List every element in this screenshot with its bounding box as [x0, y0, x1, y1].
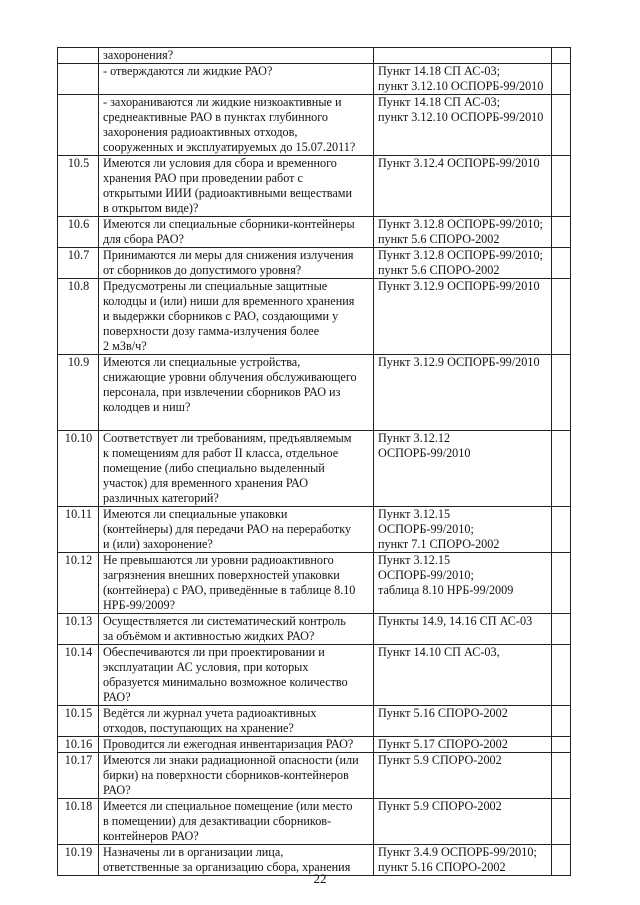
row-mark-cell	[552, 553, 571, 614]
row-reference: Пункт 3.12.9 ОСПОРБ-99/2010	[374, 279, 552, 355]
row-reference: Пункт 3.12.8 ОСПОРБ-99/2010; пункт 5.6 СПОРО-2002	[374, 217, 552, 248]
row-question: Имеются ли знаки радиационной опасности (или бирки) на поверхности сборников-контейнеров РАО?	[99, 753, 374, 799]
table-row	[58, 248, 571, 279]
row-number: 10.13	[58, 614, 99, 645]
row-question: Принимаются ли меры для снижения излучения от сборников до допустимого уровня?	[99, 248, 374, 279]
row-reference: Пункт 3.12.4 ОСПОРБ-99/2010	[374, 156, 552, 217]
row-question: Не превышаются ли уровни радиоактивного загрязнения внешних поверхностей упаковки (контейнера) с РАО, приведённые в таблице 8.10 НРБ-99/2009?	[99, 553, 374, 614]
row-question: Обеспечиваются ли при проектировании и эксплуатации АС условия, при которых образуется минимально возможное количество РАО?	[99, 645, 374, 706]
row-reference: Пункт 5.16 СПОРО-2002	[374, 706, 552, 737]
row-reference: Пункт 3.4.9 ОСПОРБ-99/2010; пункт 5.16 СПОРО-2002	[374, 845, 552, 876]
row-mark-cell	[552, 753, 571, 799]
row-question: захоронения?	[99, 48, 374, 64]
checklist-table	[57, 47, 571, 876]
row-number: 10.7	[58, 248, 99, 279]
table-row	[58, 737, 571, 753]
row-mark-cell	[552, 64, 571, 95]
row-number: 10.18	[58, 799, 99, 845]
row-number: 10.11	[58, 507, 99, 553]
row-question: Имеются ли специальные упаковки (контейнеры) для передачи РАО на переработку и (или) захоронение?	[99, 507, 374, 553]
row-mark-cell	[552, 156, 571, 217]
checklist-body	[58, 48, 571, 876]
row-question: Проводится ли ежегодная инвентаризация РАО?	[99, 737, 374, 753]
row-number: 10.17	[58, 753, 99, 799]
row-number: 10.12	[58, 553, 99, 614]
row-mark-cell	[552, 507, 571, 553]
row-reference: Пункт 3.12.15 ОСПОРБ-99/2010; пункт 7.1 СПОРО-2002	[374, 507, 552, 553]
row-mark-cell	[552, 248, 571, 279]
row-mark-cell	[552, 355, 571, 431]
table-row	[58, 614, 571, 645]
row-mark-cell	[552, 279, 571, 355]
row-reference: Пункт 3.12.8 ОСПОРБ-99/2010; пункт 5.6 СПОРО-2002	[374, 248, 552, 279]
row-mark-cell	[552, 431, 571, 507]
row-number: 10.14	[58, 645, 99, 706]
row-question: Назначены ли в организации лица, ответственные за организацию сбора, хранения	[99, 845, 374, 876]
row-reference: Пункт 14.18 СП АС-03; пункт 3.12.10 ОСПОРБ-99/2010	[374, 64, 552, 95]
row-question: Имеются ли специальные сборники-контейнеры для сбора РАО?	[99, 217, 374, 248]
row-number: 10.19	[58, 845, 99, 876]
row-number	[58, 64, 99, 95]
row-number: 10.6	[58, 217, 99, 248]
row-reference: Пункт 14.18 СП АС-03; пункт 3.12.10 ОСПОРБ-99/2010	[374, 95, 552, 156]
row-question: Ведётся ли журнал учета радиоактивных отходов, поступающих на хранение?	[99, 706, 374, 737]
row-number: 10.16	[58, 737, 99, 753]
row-question: Имеются ли условия для сбора и временного хранения РАО при проведении работ с открытыми ИИИ (радиоактивными веществами в открытом виде)?	[99, 156, 374, 217]
page-number: 22	[313, 871, 327, 886]
table-row	[58, 507, 571, 553]
table-row	[58, 48, 571, 64]
row-question: - захораниваются ли жидкие низкоактивные и среднеактивные РАО в пунктах глубинного захоронения радиоактивных отходов, сооруженных и эксплуатируемых до 15.07.2011?	[99, 95, 374, 156]
row-number: 10.5	[58, 156, 99, 217]
row-reference: Пункт 3.12.12 ОСПОРБ-99/2010	[374, 431, 552, 507]
row-mark-cell	[552, 706, 571, 737]
row-question: Имеется ли специальное помещение (или место в помещении) для дезактивации сборников- контейнеров РАО?	[99, 799, 374, 845]
table-row	[58, 279, 571, 355]
table-row	[58, 217, 571, 248]
table-row	[58, 706, 571, 737]
row-question: Имеются ли специальные устройства, снижающие уровни облучения обслуживающего персонала, при извлечении сборников РАО из колодцев и ниш?	[99, 355, 374, 431]
row-question: Осуществляется ли систематический контроль за объёмом и активностью жидких РАО?	[99, 614, 374, 645]
table-row	[58, 156, 571, 217]
row-mark-cell	[552, 95, 571, 156]
row-mark-cell	[552, 217, 571, 248]
row-question: Соответствует ли требованиям, предъявляемым к помещениям для работ II класса, отдельное помещение (либо специально выделенный участок) для временного хранения РАО различных категорий?	[99, 431, 374, 507]
row-reference: Пункт 5.9 СПОРО-2002	[374, 753, 552, 799]
row-number	[58, 48, 99, 64]
row-reference: Пункт 5.9 СПОРО-2002	[374, 799, 552, 845]
row-reference: Пункт 3.12.15 ОСПОРБ-99/2010; таблица 8.10 НРБ-99/2009	[374, 553, 552, 614]
row-question: Предусмотрены ли специальные защитные колодцы и (или) ниши для временного хранения и выдержки сборников с РАО, создающими у поверхности дозу гамма-излучения более 2 мЗв/ч?	[99, 279, 374, 355]
table-row	[58, 95, 571, 156]
row-reference: Пункт 3.12.9 ОСПОРБ-99/2010	[374, 355, 552, 431]
table-row	[58, 431, 571, 507]
table-row	[58, 553, 571, 614]
table-row	[58, 645, 571, 706]
row-number: 10.9	[58, 355, 99, 431]
table-row	[58, 355, 571, 431]
row-mark-cell	[552, 614, 571, 645]
row-question: - отверждаются ли жидкие РАО?	[99, 64, 374, 95]
row-mark-cell	[552, 737, 571, 753]
table-row	[58, 64, 571, 95]
row-mark-cell	[552, 799, 571, 845]
row-reference: Пункт 5.17 СПОРО-2002	[374, 737, 552, 753]
row-number	[58, 95, 99, 156]
row-reference	[374, 48, 552, 64]
row-mark-cell	[552, 48, 571, 64]
row-mark-cell	[552, 645, 571, 706]
row-reference: Пункт 14.10 СП АС-03,	[374, 645, 552, 706]
table-row	[58, 799, 571, 845]
row-number: 10.15	[58, 706, 99, 737]
row-reference: Пункты 14.9, 14.16 СП АС-03	[374, 614, 552, 645]
row-number: 10.10	[58, 431, 99, 507]
table-row	[58, 753, 571, 799]
row-number: 10.8	[58, 279, 99, 355]
